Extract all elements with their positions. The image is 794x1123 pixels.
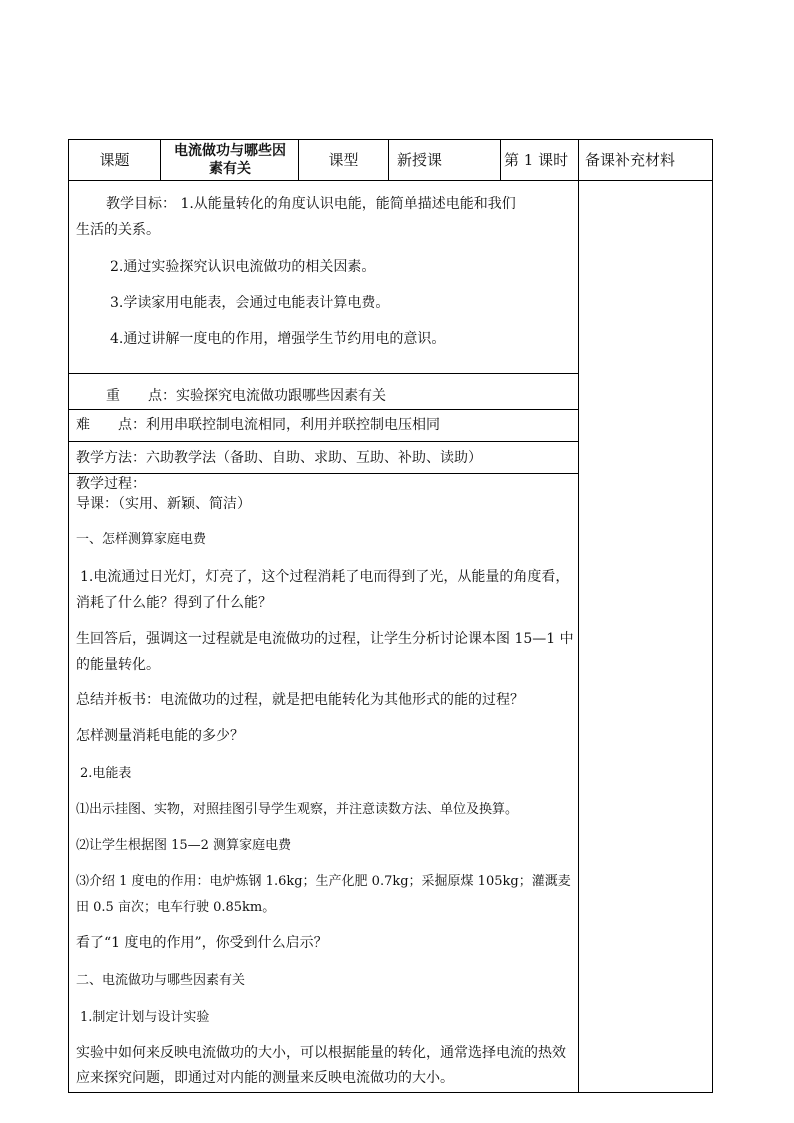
objective-item-4: 4.通过讲解一度电的作用，增强学生节约用电的意识。: [110, 331, 446, 347]
subject-label: 课题: [99, 151, 130, 169]
objectives-line2: 生活的关系。: [76, 222, 160, 238]
process-intro: 导课：（实用、新颖、简洁）: [76, 496, 251, 512]
subject-value: 电流做功与哪些因素有关: [174, 143, 286, 177]
paragraph-8a: ⑶介绍 1 度电的作用：电炉炼钢 1.6kg；生产化肥 0.7kg；采掘原煤 105kg；灌溉麦: [76, 874, 571, 889]
key-point: 重 点：实验探究电流做功跟哪些因素有关: [106, 388, 386, 404]
difficulty-bottom-border: [68, 441, 579, 442]
process-title: 教学过程：: [76, 476, 146, 492]
difficulty: 难 点：利用串联控制电流相同，利用并联控制电压相同: [76, 417, 440, 433]
paragraph-5: 2.电能表: [80, 766, 132, 781]
keypoint-bottom-border: [68, 409, 579, 410]
header-divider-4: [500, 139, 501, 181]
notes-label: 备课补充材料: [585, 151, 676, 169]
table-left-border: [68, 139, 69, 1093]
table-right-border: [712, 139, 713, 1093]
paragraph-11b: 应来探究问题，即通过对内能的测量来反映电流做功的大小。: [76, 1070, 454, 1086]
type-value: 新授课: [397, 151, 443, 169]
notes-column-border: [578, 139, 579, 1093]
objectives-bottom-border: [68, 373, 579, 374]
objective-item-3: 3.学读家用电能表，会通过电能表计算电费。: [110, 295, 390, 311]
type-label: 课型: [328, 151, 359, 169]
paragraph-2a: 生回答后，强调这一过程就是电流做功的过程，让学生分析讨论课本图 15—1 中: [76, 631, 574, 647]
paragraph-2b: 的能量转化。: [76, 657, 160, 673]
paragraph-10: 1.制定计划与设计实验: [80, 1010, 210, 1025]
paragraph-1b: 消耗了什么能？得到了什么能？: [76, 595, 272, 611]
section-1-heading: 一、怎样测算家庭电费: [76, 532, 207, 547]
objectives-line1: 教学目标： 1.从能量转化的角度认识电能，能简单描述电能和我们: [106, 196, 516, 212]
paragraph-7: ⑵让学生根据图 15—2 测算家庭电费: [76, 838, 292, 853]
paragraph-6: ⑴出示挂图、实物，对照挂图引导学生观察，并注意读数方法、单位及换算。: [76, 802, 519, 817]
table-bottom-border: [68, 1092, 713, 1093]
paragraph-3: 总结并板书：电流做功的过程，就是把电能转化为其他形式的能的过程？: [76, 692, 524, 708]
objective-item-2: 2.通过实验探究认识电流做功的相关因素。: [110, 259, 376, 275]
teaching-method: 教学方法：六助教学法（备助、自助、求助、互助、补助、读助）: [76, 450, 482, 466]
header-divider-3: [388, 139, 389, 181]
paragraph-4: 怎样测量消耗电能的多少？: [76, 728, 244, 744]
header-bottom-border: [68, 180, 713, 181]
paragraph-1a: 1.电流通过日光灯，灯亮了，这个过程消耗了电而得到了光，从能量的角度看，: [80, 569, 570, 585]
paragraph-9: 看了“1 度电的作用”，你受到什么启示？: [76, 935, 328, 951]
header-divider-1: [160, 139, 161, 181]
section-2-heading: 二、电流做功与哪些因素有关: [76, 973, 246, 988]
paragraph-11a: 实验中如何来反映电流做功的大小，可以根据能量的转化，通常选择电流的热效: [76, 1045, 566, 1061]
paragraph-8b: 田 0.5 亩次；电车行驶 0.85km。: [76, 900, 276, 915]
period: 第 1 课时: [504, 151, 569, 169]
